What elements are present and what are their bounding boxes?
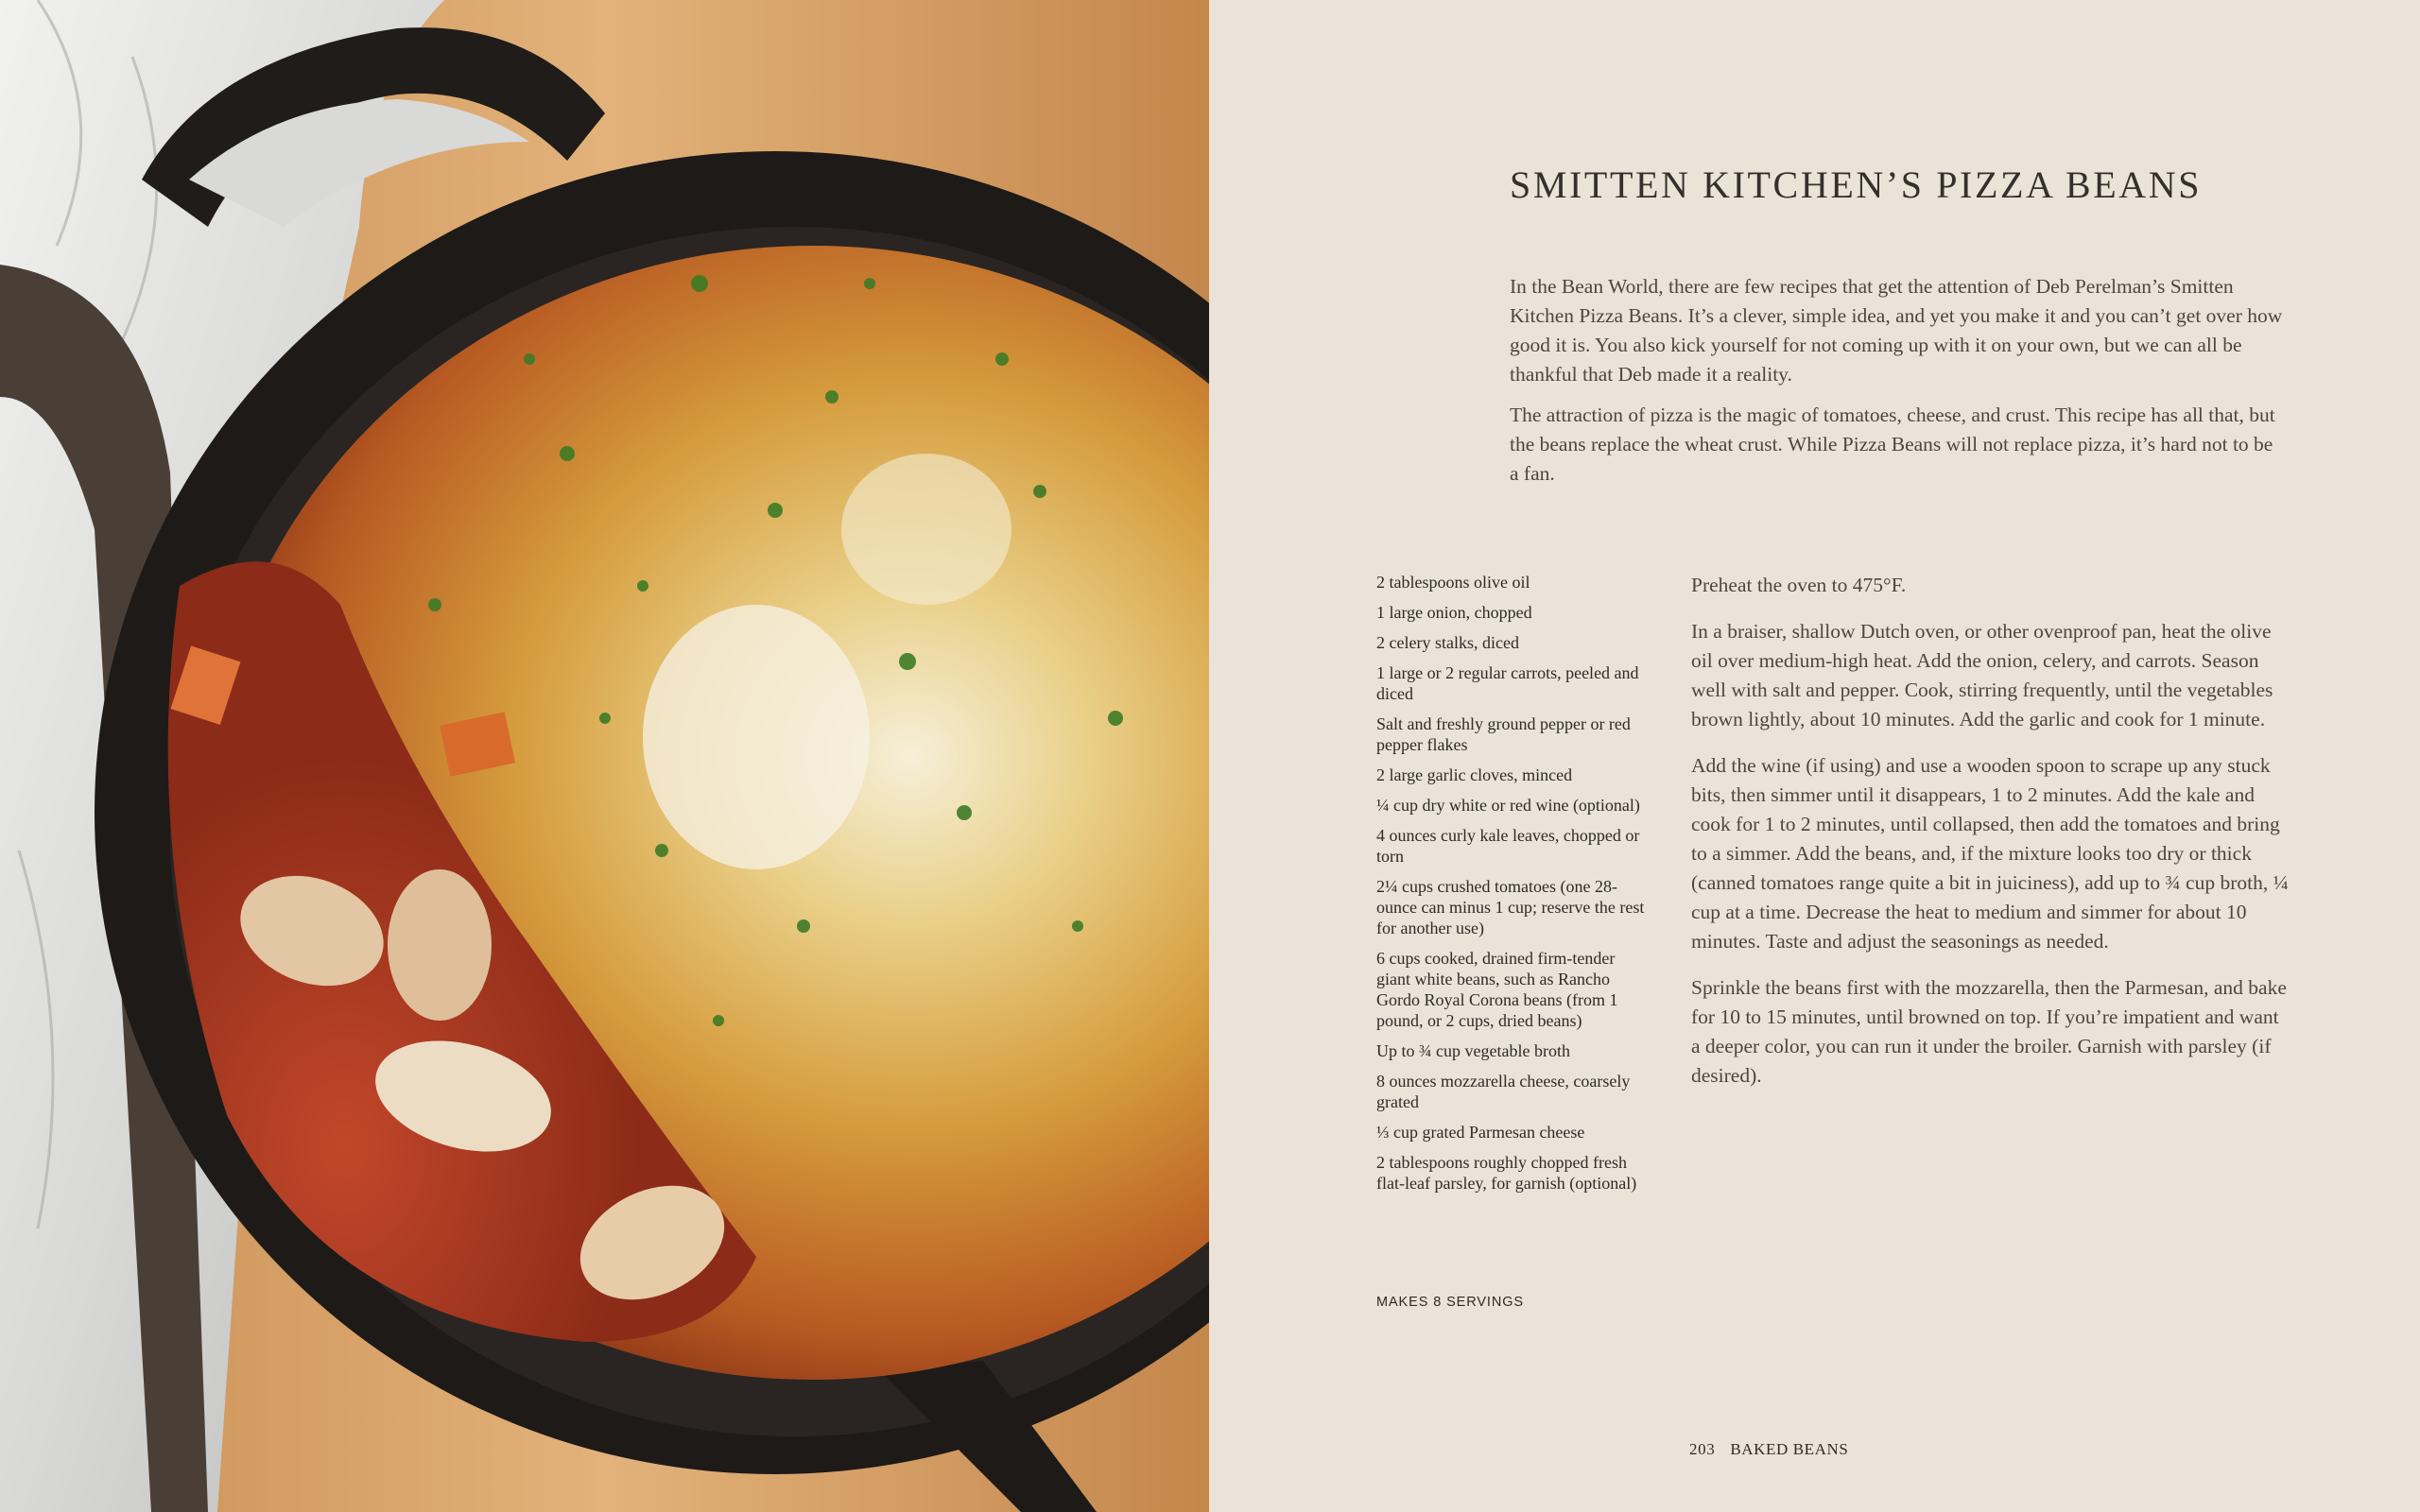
ingredient-item: Up to ¾ cup vegetable broth (1376, 1041, 1570, 1060)
ingredient-item: 2 tablespoons roughly chopped fresh flat-leaf parsley, for garnish (optional) (1376, 1153, 1637, 1193)
ingredient-item: ¼ cup dry white or red wine (optional) (1376, 796, 1640, 815)
ingredient-item: 1 large or 2 regular carrots, peeled and diced (1376, 663, 1639, 703)
method-step: Sprinkle the beans first with the mozzarella, then the Parmesan, and bake for 10 to 15 minutes, until browned on top. If you’re impatient and want a deeper color, you can run it under the broiler. Garnish with parsley (if desired). (1691, 976, 2287, 1087)
ingredient-item: 2 celery stalks, diced (1376, 633, 1519, 652)
recipe-title: SMITTEN KITCHEN’S PIZZA BEANS (1510, 163, 2203, 206)
ingredient-item: 4 ounces curly kale leaves, chopped or torn (1376, 826, 1640, 866)
page-footer (1689, 1440, 1848, 1459)
recipe-intro (1510, 272, 2287, 500)
method-step: In a braiser, shallow Dutch oven, or other ovenproof pan, heat the olive oil over medium-high heat. Add the onion, celery, and carrots. Season well with salt and pepper. Cook, stirring frequently, until the vegetables brown lightly, about 10 minutes. Add the garlic and cook for 1 minute. (1691, 620, 2273, 730)
page-number: 203 (1689, 1440, 1716, 1458)
ingredient-item: 2¼ cups crushed tomatoes (one 28-ounce can minus 1 cup; reserve the rest for another use) (1376, 877, 1645, 937)
ingredient-item: Salt and freshly ground pepper or red pepper flakes (1376, 714, 1631, 754)
section-name: BAKED BEANS (1730, 1440, 1849, 1458)
method-step: Preheat the oven to 475°F. (1691, 574, 1907, 596)
ingredient-item: 8 ounces mozzarella cheese, coarsely grated (1376, 1072, 1631, 1111)
method-steps (1691, 571, 2292, 1108)
intro-paragraph: The attraction of pizza is the magic of tomatoes, cheese, and crust. This recipe has all that, but the beans replace the wheat crust. While Pizza Beans will not replace pizza, it’s hard not to be a fan. (1510, 404, 2275, 485)
servings-label: MAKES 8 SERVINGS (1376, 1295, 1524, 1310)
food-photo (0, 0, 1209, 1512)
ingredient-item: 2 large garlic cloves, minced (1376, 765, 1573, 784)
ingredient-list (1376, 572, 1652, 1203)
ingredient-item: 1 large onion, chopped (1376, 603, 1532, 622)
ingredient-item: 2 tablespoons olive oil (1376, 573, 1530, 592)
intro-paragraph: In the Bean World, there are few recipes that get the attention of Deb Perelman’s Smitten Kitchen Pizza Beans. It’s a clever, simple idea, and yet you make it and you can’t get over how good it is. You also kick yourself for not coming up with it on your own, but we can all be thankful that Deb made it a reality. (1510, 275, 2283, 386)
method-step: Add the wine (if using) and use a wooden spoon to scrape up any stuck bits, then simmer until it disappears, 1 to 2 minutes. Add the kale and cook for 1 to 2 minutes, until collapsed, then add the tomatoes and bring to a simmer. Add the beans, and, if the mixture looks too dry or thick (canned tomatoes range quite a bit in juiciness), add up to ¾ cup broth, ¼ cup at a time. Decrease the heat to medium and simmer for about 10 minutes. Taste and adjust the seasonings as needed. (1691, 754, 2289, 953)
ingredient-item: ⅓ cup grated Parmesan cheese (1376, 1123, 1585, 1142)
ingredient-item: 6 cups cooked, drained firm-tender giant white beans, such as Rancho Gordo Royal Corona beans (from 1 pound, or 2 cups, dried beans) (1376, 949, 1618, 1030)
